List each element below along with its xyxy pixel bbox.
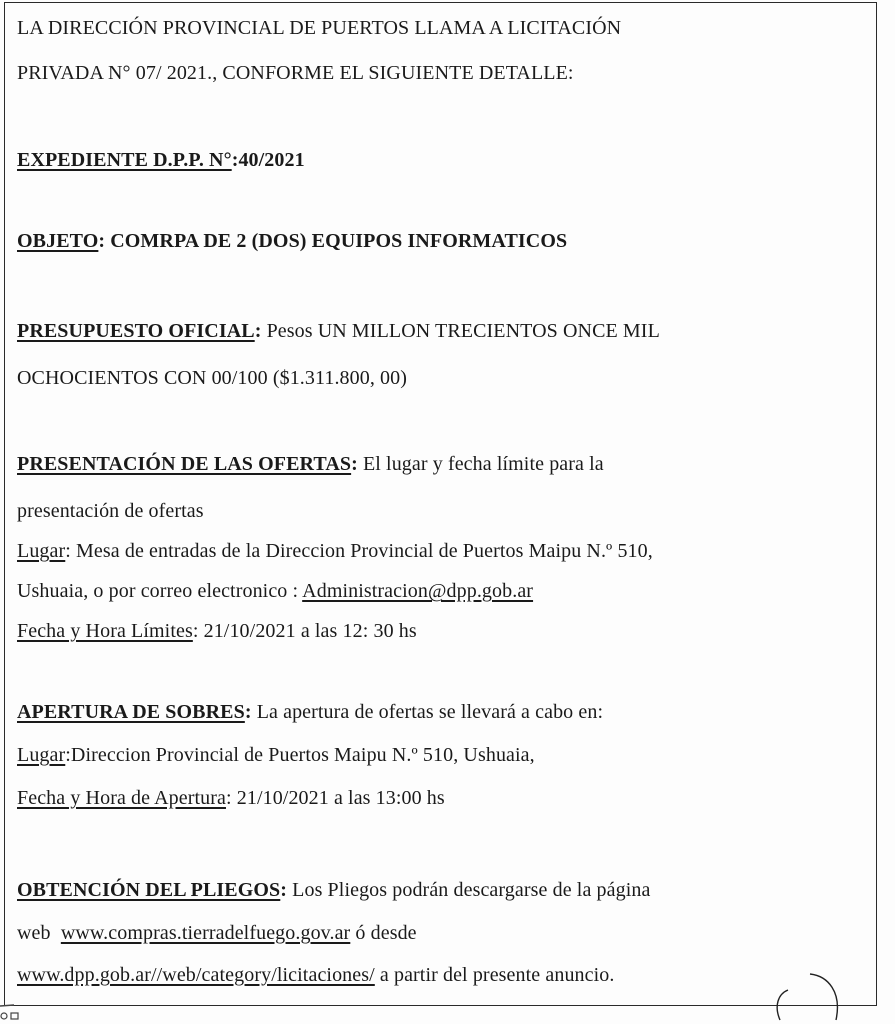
intro-text-2: PRIVADA N° 07/ 2021., CONFORME EL SIGUIENTE DETALLE: (17, 62, 574, 84)
presupuesto-line-1 (17, 319, 660, 343)
email-link[interactable]: Administracion@dpp.gob.ar (302, 580, 534, 602)
presentacion-fecha-line (17, 619, 417, 643)
obtencion-line-3 (17, 963, 614, 987)
scan-edge-mark (0, 1000, 22, 1024)
obtencion-colon: : (280, 879, 288, 901)
presentacion-lugar-text-2: Ushuaia, o por correo electronico : (17, 580, 303, 602)
objeto-line (17, 229, 567, 253)
apertura-fecha-value: : 21/10/2021 a las 13:00 hs (225, 787, 445, 809)
obtencion-web-prefix: web (17, 922, 61, 944)
presentacion-line-2 (17, 499, 204, 523)
stamp-curve-mark (748, 970, 848, 1024)
intro-text-1: LA DIRECCIÓN PROVINCIAL DE PUERTOS LLAMA A LICITACIÓN (17, 17, 622, 39)
presentacion-lugar-line-2 (17, 579, 533, 603)
compras-url-link[interactable]: www.compras.tierradelfuego.gov.ar (60, 922, 351, 944)
apertura-fecha-label: Fecha y Hora de Apertura (17, 787, 226, 809)
obtencion-label: OBTENCIÓN DEL PLIEGOS (17, 879, 281, 901)
presentacion-lugar-label: Lugar (17, 540, 66, 562)
dpp-url-link[interactable]: www.dpp.gob.ar//web/category/licitaciones/ (17, 964, 375, 986)
apertura-fecha-line (17, 786, 445, 810)
obtencion-text-1: Los Pliegos podrán descargarse de la página (287, 879, 651, 901)
objeto-label: OBJETO (17, 230, 99, 252)
apertura-label: APERTURA DE SOBRES (17, 701, 245, 723)
expediente-label: EXPEDIENTE D.P.P. N° (17, 149, 232, 171)
objeto-value: : COMRPA DE 2 (DOS) EQUIPOS INFORMATICOS (98, 230, 568, 252)
notice-box (4, 2, 877, 1006)
apertura-colon: : (244, 701, 252, 723)
presentacion-text-1: El lugar y fecha límite para la (357, 453, 604, 475)
apertura-line-1 (17, 700, 603, 724)
obtencion-text-3a: a partir del (374, 964, 473, 986)
presentacion-lugar-line-1 (17, 539, 653, 563)
apertura-text: La apertura de ofertas se llevará a cabo en: (251, 701, 604, 723)
obtencion-line-1 (17, 878, 650, 902)
presentacion-label: PRESENTACIÓN DE LAS OFERTAS (17, 453, 352, 475)
intro-line-1 (17, 16, 621, 40)
presentacion-colon: : (351, 453, 358, 475)
obtencion-line-2 (17, 921, 417, 945)
presente-word: presente (472, 964, 541, 986)
presentacion-line-1 (17, 452, 604, 476)
apertura-lugar-text: :Direccion Provincial de Puertos Maipu N.º 510, Ushuaia, (65, 744, 535, 766)
presupuesto-colon: : (254, 320, 262, 342)
presupuesto-value-2: OCHOCIENTOS CON 00/100 ($1.311.800, 00) (17, 367, 408, 389)
apertura-lugar-label: Lugar (17, 744, 66, 766)
obtencion-text-2: ó desde (350, 922, 417, 944)
presupuesto-value-1: Pesos UN MILLON TRECIENTOS ONCE MIL (261, 320, 660, 342)
apertura-lugar-line (17, 743, 535, 767)
obtencion-text-3b: anuncio. (540, 964, 615, 986)
presupuesto-line-2 (17, 366, 407, 390)
expediente-line (17, 148, 305, 172)
presupuesto-label: PRESUPUESTO OFICIAL (17, 320, 255, 342)
intro-line-2 (17, 61, 574, 85)
expediente-value: :40/2021 (231, 149, 305, 171)
presentacion-fecha-value: : 21/10/2021 a las 12: 30 hs (192, 620, 417, 642)
presentacion-fecha-label: Fecha y Hora Límites (17, 620, 193, 642)
presentacion-text-2: presentación de ofertas (17, 500, 204, 522)
presentacion-lugar-text-1: : Mesa de entradas de la Direccion Provincial de Puertos Maipu N.º 510, (65, 540, 653, 562)
